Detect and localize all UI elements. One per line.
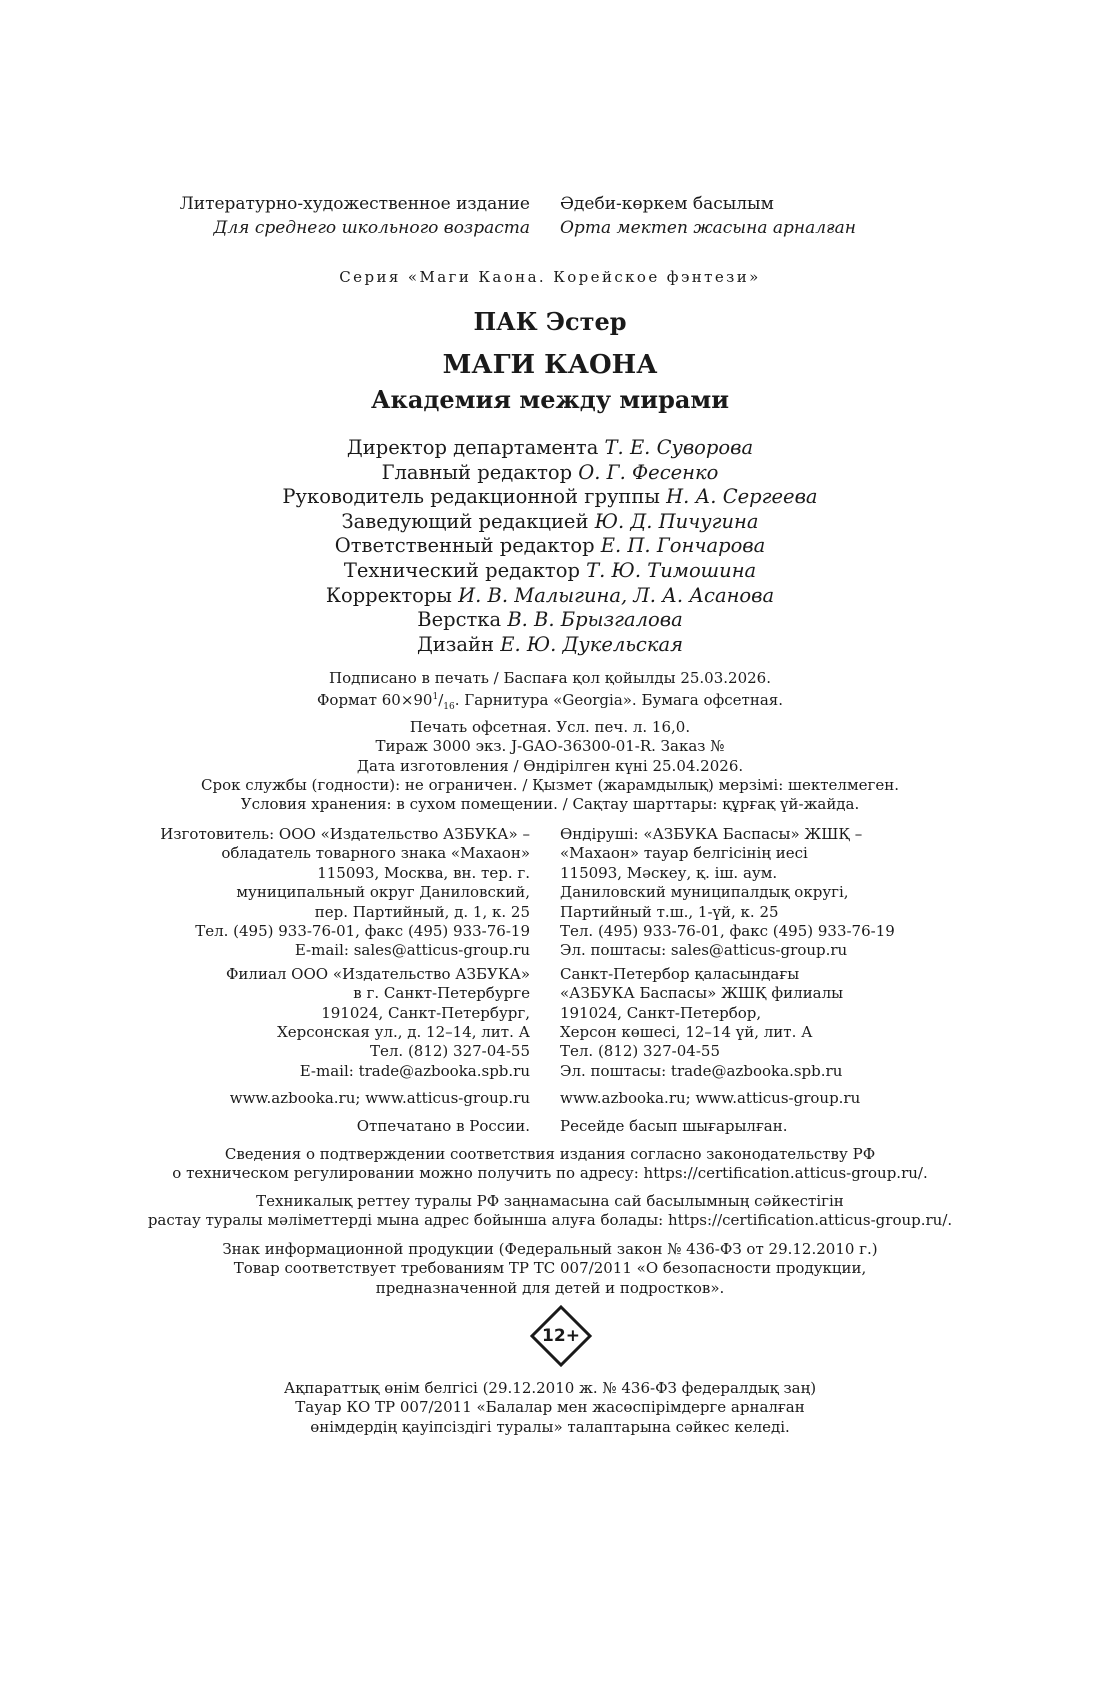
manufacturer-ru <box>0 825 545 1136</box>
mfr-email: Эл. поштасы: sales@atticus-group.ru <box>560 941 848 960</box>
credit-name: Е. Ю. Дукельская <box>500 632 684 656</box>
credits-list <box>0 436 1100 657</box>
manufacture-date: Дата изготовления / Өндірілген күні 25.04.2026. <box>356 756 744 775</box>
credit-line <box>0 436 1100 461</box>
mfr-line: муниципальный округ Даниловский, <box>236 883 530 902</box>
series-title: Серия «Маги Каона. Корейское фэнтези» <box>339 268 761 286</box>
edition-header-kz <box>545 192 1100 240</box>
branch-email: Эл. поштасы: trade@azbooka.spb.ru <box>560 1061 843 1080</box>
mfr-line: Даниловский муниципалдық округі, <box>560 883 849 902</box>
format-suffix: . Гарнитура «Georgia». Бумага офсетная. <box>454 691 784 710</box>
note-line: растау туралы мәліметтерді мына адрес бойынша алуға болады: https://certification.atticus-group.ru/. <box>147 1211 953 1230</box>
age-group-ru: Для среднего школьного возраста <box>213 218 530 238</box>
branch-line: Тел. (812) 327-04-55 <box>560 1042 720 1061</box>
manufacturer-kz <box>545 825 1100 1136</box>
credit-role: Директор департамента <box>346 436 599 459</box>
edition-header-ru <box>0 192 545 240</box>
mfr-line: обладатель товарного знака «Махаон» <box>221 844 530 863</box>
info-sign-note-kz <box>0 1379 1100 1437</box>
mfr-line: Партийный т.ш., 1-үй, к. 25 <box>560 902 779 921</box>
note-line: Техникалық реттеу туралы РФ заңнамасына сай басылымның сәйкестігін <box>256 1192 844 1210</box>
print-info <box>0 669 1100 815</box>
mfr-line: 115093, Мәскеу, қ. іш. аум. <box>560 863 778 882</box>
credit-line <box>0 608 1100 633</box>
branch-email: E-mail: trade@azbooka.spb.ru <box>299 1061 530 1080</box>
credit-name: Т. Ю. Тимошина <box>586 558 757 582</box>
mfr-line: Өндіруші: «АЗБУКА Баспасы» ЖШҚ – <box>560 825 863 843</box>
book-title: МАГИ КАОНА <box>442 350 658 380</box>
note-line: өнімдердің қауіпсіздігі туралы» талаптарына сәйкес келеді. <box>310 1417 790 1436</box>
edition-type-ru: Литературно-художественное издание <box>179 194 530 214</box>
branch-line: Тел. (812) 327-04-55 <box>370 1042 530 1061</box>
mfr-line: Изготовитель: ООО «Издательство АЗБУКА» – <box>160 825 530 843</box>
credit-line <box>0 534 1100 559</box>
info-sign-note-ru <box>0 1240 1100 1298</box>
branch-line: Филиал ООО «Издательство АЗБУКА» <box>225 964 530 983</box>
credit-line <box>0 559 1100 584</box>
credit-role: Технический редактор <box>343 558 580 582</box>
credit-role: Верстка <box>417 608 502 632</box>
format-prefix: Формат 60×90 <box>316 691 433 710</box>
branch-line: «АЗБУКА Баспасы» ЖШҚ филиалы <box>560 984 844 1003</box>
storage-conditions: Условия хранения: в сухом помещении. / Сақтау шарттары: құрғақ үй-жайда. <box>240 795 860 814</box>
format-denominator: 16 <box>443 702 455 713</box>
note-line: о техническом регулировании можно получить по адресу: https://certification.atticus-group.ru/. <box>172 1164 928 1183</box>
credit-line <box>0 461 1100 486</box>
printed-in-kz: Ресейде басып шығарылған. <box>560 1116 788 1135</box>
signed-date: Подписано в печать / Баспаға қол қойылды 25.03.2026. <box>329 669 771 687</box>
credit-line <box>0 633 1100 658</box>
printed-in-ru: Отпечатано в России. <box>356 1116 530 1135</box>
mfr-email: E-mail: sales@atticus-group.ru <box>294 941 530 960</box>
branch-line: 191024, Санкт-Петербор, <box>560 1003 762 1022</box>
service-life: Срок службы (годности): не ограничен. / Қызмет (жарамдылық) мерзімі: шектелмеген. <box>201 776 899 795</box>
credit-name: Е. П. Гончарова <box>600 534 766 558</box>
websites-ru: www.azbooka.ru; www.atticus-group.ru <box>229 1089 530 1108</box>
note-line: предназначенной для детей и подростков». <box>375 1278 725 1297</box>
note-line: Знак информационной продукции (Федеральный закон № 436-ФЗ от 29.12.2010 г.) <box>222 1240 878 1258</box>
credit-name: В. В. Брызгалова <box>507 608 683 632</box>
age-group-kz: Орта мектеп жасына арналған <box>560 218 856 238</box>
branch-line: Херсонская ул., д. 12–14, лит. А <box>277 1023 530 1042</box>
branch-line: Херсон көшесі, 12–14 үй, лит. А <box>560 1023 813 1042</box>
credit-role: Заведующий редакцией <box>341 509 589 533</box>
book-author: ПАК Эстер <box>473 307 627 336</box>
note-line: Ақпараттық өнім белгісі (29.12.2010 ж. № 436-ФЗ федералдық заң) <box>283 1379 817 1397</box>
edition-type-kz: Әдеби-көркем басылым <box>560 194 774 214</box>
credit-role: Дизайн <box>416 632 495 656</box>
mfr-line: «Махаон» тауар белгісінің иесі <box>560 844 808 863</box>
credit-line <box>0 510 1100 535</box>
print-type: Печать офсетная. Усл. печ. л. 16,0. <box>409 717 691 736</box>
branch-line: в г. Санкт-Петербурге <box>353 984 530 1003</box>
credit-name: И. В. Малыгина, Л. А. Асанова <box>458 583 775 607</box>
branch-line: Санкт-Петербор қаласындағы <box>560 964 800 983</box>
note-line: Сведения о подтверждении соответствия издания согласно законодательству РФ <box>224 1145 876 1163</box>
credit-line <box>0 584 1100 609</box>
note-line: Тауар КО ТР 007/2011 «Балалар мен жасөспірімдерге арналған <box>295 1398 805 1417</box>
note-line: Товар соответствует требованиям ТР ТС 007/2011 «О безопасности продукции, <box>233 1259 867 1278</box>
format-line: Формат $60\times 90^1/_{16}$. Гарнитура «Georgia». Бумага офсетная. <box>316 691 784 713</box>
credit-name: Н. А. Сергеева <box>666 485 818 509</box>
credit-role: Руководитель редакционной группы <box>282 485 660 509</box>
credit-name: Ю. Д. Пичугина <box>594 509 759 533</box>
credit-role: Ответственный редактор <box>334 534 595 558</box>
manufacturer-block <box>0 825 1100 1136</box>
websites-kz: www.azbooka.ru; www.atticus-group.ru <box>560 1089 861 1108</box>
book-subtitle: Академия между мирами <box>370 385 730 414</box>
certification-note-ru <box>0 1145 1100 1184</box>
credit-role: Главный редактор <box>381 460 573 484</box>
certification-note-kz <box>0 1192 1100 1231</box>
branch-line: 191024, Санкт-Петербург, <box>321 1003 530 1022</box>
mfr-line: Тел. (495) 933-76-01, факс (495) 933-76-19 <box>195 922 530 941</box>
mfr-line: Тел. (495) 933-76-01, факс (495) 933-76-19 <box>560 922 895 941</box>
credit-line <box>0 485 1100 510</box>
print-run: Тираж 3000 экз. J-GAO-36300-01-R. Заказ № <box>375 737 725 756</box>
format-numerator: 1 <box>432 692 439 703</box>
credit-name: Т. Е. Суворова <box>604 436 754 459</box>
edition-header <box>0 192 1100 240</box>
credit-role: Корректоры <box>325 583 452 607</box>
mfr-line: 115093, Москва, вн. тер. г. <box>317 863 530 882</box>
credit-name: О. Г. Фесенко <box>578 460 719 484</box>
mfr-line: пер. Партийный, д. 1, к. 25 <box>314 902 530 921</box>
age-rating-label: 12+ <box>542 1326 580 1346</box>
